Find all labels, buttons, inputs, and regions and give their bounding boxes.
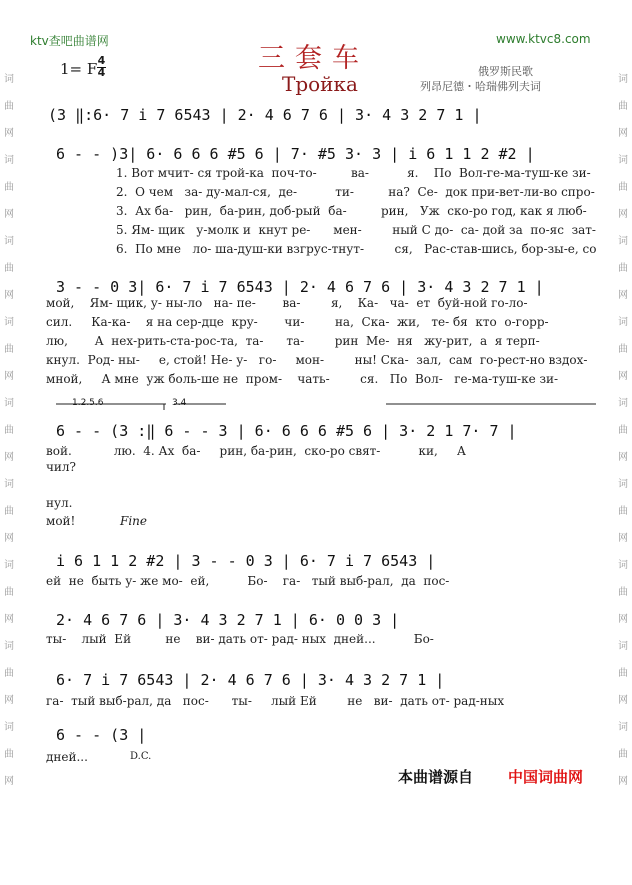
margin-watermark-char: 曲 — [4, 101, 14, 112]
margin-watermark-char: 网 — [618, 695, 628, 706]
margin-watermark-char: 词 — [4, 641, 14, 652]
margin-watermark-char: 曲 — [4, 263, 14, 274]
margin-watermark-char: 曲 — [4, 425, 14, 436]
margin-watermark-char: 网 — [4, 695, 14, 706]
margin-watermark-char: 网 — [618, 776, 628, 787]
margin-watermark-char: 网 — [4, 776, 14, 787]
lyric-line-4c: нул. — [46, 496, 73, 510]
source-label: 本曲谱源自 — [398, 768, 474, 786]
margin-watermark-char: 曲 — [618, 182, 628, 193]
score-line-6: 2· 4 6 7 6 | 3· 4 3 2 7 1 | 6· 0 0 3 | — [56, 611, 400, 629]
time-signature — [97, 56, 106, 78]
lyric-line-5: ей не быть у- же мо- ей, Бо- га- тый выб-рал, да пос- — [46, 574, 450, 588]
site-url-right[interactable]: www.ktvc8.com — [496, 32, 591, 46]
margin-watermark-char: 词 — [4, 236, 14, 247]
volta-bracket — [56, 404, 616, 412]
verse-line-1: 1. Вот мчит- ся трой-ка поч-то- ва- я. По Вол-ге-ма-туш-ке зи- — [116, 166, 591, 180]
lyric-line-8: дней... — [46, 750, 88, 764]
score-line-1: (3 ‖:6· 7 i 7 6543 | 2· 4 6 7 6 | 3· 4 3 2 7 1 | — [48, 106, 482, 124]
margin-watermark-char: 曲 — [4, 506, 14, 517]
margin-watermark-char: 词 — [618, 479, 628, 490]
margin-watermark-char: 词 — [4, 479, 14, 490]
margin-watermark-char: 词 — [4, 317, 14, 328]
margin-watermark-char: 曲 — [618, 425, 628, 436]
margin-watermark-char: 曲 — [4, 182, 14, 193]
song-title-chinese: 三套车 — [258, 43, 369, 74]
margin-watermark-char: 词 — [618, 74, 628, 85]
score-line-2: 6 - - )3| 6· 6 6 6 #5 6 | 7· #5 3· 3 | i 6 1 1 2 #2 | — [56, 145, 535, 163]
margin-watermark-char: 曲 — [618, 506, 628, 517]
volta-ending-1: 1.2.5.6 — [72, 398, 104, 408]
margin-watermark-char: 网 — [4, 128, 14, 139]
margin-watermark-char: 网 — [618, 209, 628, 220]
margin-watermark-char: 网 — [4, 209, 14, 220]
left-margin-watermark — [2, 0, 16, 885]
margin-watermark-char: 词 — [4, 722, 14, 733]
verse-line-b1: мой, Ям- щик, у- ны-ло на- пе- ва- я, Ка- ча- ет буй-ной го-ло- — [46, 296, 528, 310]
margin-watermark-char: 曲 — [4, 344, 14, 355]
lyricist-credit: 列昂尼德・哈瑞佛列夫词 — [420, 80, 541, 93]
margin-watermark-char: 词 — [4, 155, 14, 166]
margin-watermark-char: 网 — [618, 128, 628, 139]
margin-watermark-char: 词 — [618, 398, 628, 409]
margin-watermark-char: 曲 — [618, 749, 628, 760]
verse-line-6: 6. По мне ло- ша-душ-ки взгрус-тнут- ся, Рас-став-шись, бор-зы-е, со — [116, 242, 597, 256]
margin-watermark-char: 网 — [4, 614, 14, 625]
right-margin-watermark — [616, 0, 630, 885]
margin-watermark-char: 曲 — [618, 344, 628, 355]
margin-watermark-char: 词 — [618, 155, 628, 166]
margin-watermark-char: 词 — [4, 560, 14, 571]
margin-watermark-char: 网 — [4, 533, 14, 544]
margin-watermark-char: 网 — [618, 290, 628, 301]
verse-line-b2: сил. Ка-ка- я на сер-дце кру- чи- на, Ска- жи, те- бя кто о-горр- — [46, 315, 549, 329]
fine-marking: Fine — [120, 514, 147, 528]
verse-line-b5: мной, А мне уж боль-ше не пром- чать- ся. По Вол- ге-ма-туш-ке зи- — [46, 372, 559, 386]
margin-watermark-char: 网 — [618, 533, 628, 544]
volta-ending-2: 3.4 — [172, 398, 187, 408]
score-line-3: 3 - - 0 3| 6· 7 i 7 6543 | 2· 4 6 7 6 | 3· 4 3 2 7 1 | — [56, 278, 544, 296]
margin-watermark-char: 词 — [618, 236, 628, 247]
site-name-left[interactable]: ktv查吧曲谱网 — [30, 34, 109, 48]
margin-watermark-char: 网 — [4, 452, 14, 463]
margin-watermark-char: 网 — [618, 614, 628, 625]
margin-watermark-char: 曲 — [618, 587, 628, 598]
da-capo-marking: D.C. — [130, 751, 152, 762]
verse-line-3: 3. Ах ба- рин, ба-рин, доб-рый ба- рин, Уж ско-ро год, как я люб- — [116, 204, 587, 218]
margin-watermark-char: 词 — [618, 317, 628, 328]
margin-watermark-char: 网 — [618, 452, 628, 463]
score-line-5: i 6 1 1 2 #2 | 3 - - 0 3 | 6· 7 i 7 6543 | — [56, 552, 436, 570]
margin-watermark-char: 词 — [4, 74, 14, 85]
margin-watermark-char: 词 — [618, 560, 628, 571]
margin-watermark-char: 词 — [618, 722, 628, 733]
source-site-name[interactable]: 中国词曲网 — [508, 768, 584, 786]
score-line-7: 6· 7 i 7 6543 | 2· 4 6 7 6 | 3· 4 3 2 7 1 | — [56, 671, 445, 689]
margin-watermark-char: 词 — [4, 398, 14, 409]
lyric-line-4a: вой. лю. 4. Ах ба- рин, ба-рин, ско-ро свят- ки, А — [46, 444, 466, 458]
score-line-4: 6 - - (3 :‖ 6 - - 3 | 6· 6 6 6 #5 6 | 3· 2 1 7· 7 | — [56, 422, 517, 440]
verse-line-b3: лю, А нех-рить-ста-рос-та, та- та- рин Ме- ня жу-рит, а я терп- — [46, 334, 540, 348]
margin-watermark-char: 曲 — [4, 587, 14, 598]
margin-watermark-char: 词 — [618, 641, 628, 652]
lyric-line-4d: мой! — [46, 514, 76, 528]
song-genre: 俄罗斯民歌 — [478, 65, 533, 78]
score-line-8: 6 - - (3 | — [56, 726, 147, 744]
margin-watermark-char: 曲 — [4, 668, 14, 679]
lyric-line-4b: чил? — [46, 460, 76, 474]
song-title-russian: Тройка — [282, 72, 358, 96]
margin-watermark-char: 曲 — [618, 101, 628, 112]
time-signature-bottom: 4 — [97, 66, 106, 79]
margin-watermark-char: 网 — [618, 371, 628, 382]
margin-watermark-char: 网 — [4, 371, 14, 382]
lyric-line-6: ты- лый Ей не ви- дать от- рад- ных дней... Бо- — [46, 632, 434, 646]
margin-watermark-char: 曲 — [4, 749, 14, 760]
margin-watermark-char: 曲 — [618, 668, 628, 679]
verse-line-5: 5. Ям- щик у-молк и кнут ре- мен- ный С до- са- дой за по-яс зат- — [116, 223, 596, 237]
verse-line-b4: кнул. Род- ны- е, стой! Не- у- го- мон- ны! Ска- зал, сам го-рест-но вздох- — [46, 353, 588, 367]
key-signature: 1= F — [60, 60, 98, 78]
lyric-line-7: га- тый выб-рал, да пос- ты- лый Ей не ви- дать от- рад-ных — [46, 694, 505, 708]
verse-line-2: 2. О чем за- ду-мал-ся, де- ти- на? Се- док при-вет-ли-во спро- — [116, 185, 595, 199]
margin-watermark-char: 网 — [4, 290, 14, 301]
time-signature-top: 4 — [97, 54, 106, 67]
margin-watermark-char: 曲 — [618, 263, 628, 274]
